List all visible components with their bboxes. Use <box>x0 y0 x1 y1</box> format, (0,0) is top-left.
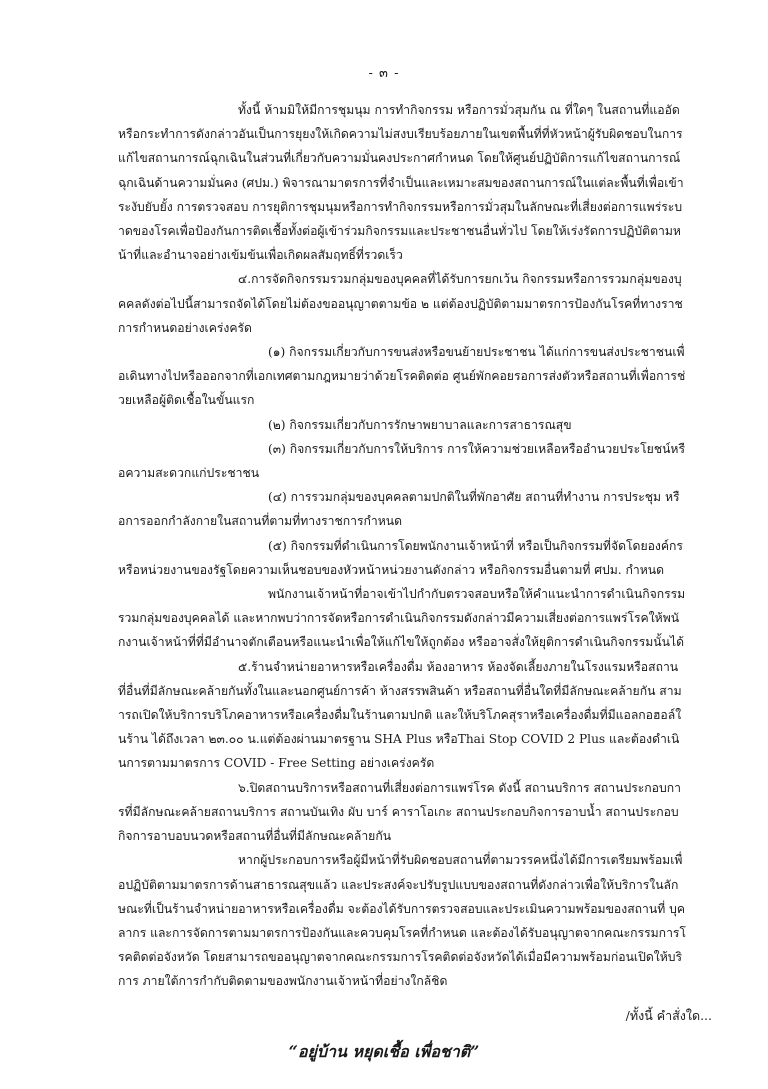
paragraph: ๕.ร้านจำหน่ายอาหารหรือเครื่องดื่ม ห้องอาหาร ห้องจัดเลี้ยงภายในโรงแรมหรือสถานที่อื่นที่มีลักษณะคล้ายกันทั้งในและนอกศูนย์การค้า ห้างสรรพสินค้า หรือสถานที่อื่นใดที่มีลักษณะคล้ายกัน สามารถเปิดให้บริการบริโภคอาหารหรือเครื่องดื่มในร้านตามปกติ และให้บริโภคสุราหรือเครื่องดื่มที่มีแอลกอฮอล์ในร้าน ได้ถึงเวลา ๒๓.๐๐ น.แต่ต้องผ่านมาตรฐาน SHA Plus หรือThai Stop COVID 2 Plus และต้องดำเนินการตามมาตรการ COVID - Free Setting อย่างเคร่งครัด <box>118 659 682 771</box>
paragraph: ๖.ปิดสถานบริการหรือสถานที่เสี่ยงต่อการแพร่โรค ดังนี้ สถานบริการ สถานประกอบการที่มีลักษณะคล้ายสถานบริการ สถานบันเทิง ผับ บาร์ คาราโอเกะ สถานประกอบกิจการอาบน้ำ สถานประกอบกิจการอาบอบนวดหรือสถานที่อื่นที่มีลักษณะคล้ายกัน <box>118 780 681 844</box>
paragraph: พนักงานเจ้าหน้าที่อาจเข้าไปกำกับตรวจสอบหรือให้คำแนะนำการดำเนินกิจกรรมรวมกลุ่มของบุคคลได้ และหากพบว่าการจัดหรือการดำเนินกิจกรรมดังกล่าวมีความเสี่ยงต่อการแพร่โรคให้พนักงานเจ้าหน้าที่ที่มีอำนาจตักเตือนหรือแนะนำเพื่อให้แก้ไขให้ถูกต้อง หรืออาจสั่งให้ยุติการดำเนินกิจกรรมนั้นได้ <box>118 587 686 650</box>
paragraph: (๓) กิจกรรมเกี่ยวกับการให้บริการ การให้ความช่วยเหลือหรืออำนวยประโยชน์หรือความสะดวกแก่ประชาชน <box>118 441 686 481</box>
continuation-note: /ทั้งนี้ คำสั่งใด... <box>625 1008 712 1023</box>
paragraph: ๔.การจัดกิจกรรมรวมกลุ่มของบุคคลที่ได้รับการยกเว้น กิจกรรมหรือการรวมกลุ่มของบุคคลดังต่อไปนี้สามารถจัดได้โดยไม่ต้องขออนุญาตตามข้อ ๒ แต่ต้องปฏิบัติตามมาตรการป้องกันโรคที่ทางราชการกำหนดอย่างเคร่งครัด <box>118 272 683 335</box>
paragraph: (๑) กิจกรรมเกี่ยวกับการขนส่งหรือขนย้ายประชาชน ได้แก่การขนส่งประชาชนเพื่อเดินทางไปหรือออกจากที่เอกเทศตามกฎหมายว่าด้วยโรคติดต่อ ศูนย์พักคอยรอการส่งตัวหรือสถานที่เพื่อการช่วยเหลือผู้ติดเชื้อในขั้นแรก <box>118 345 686 408</box>
paragraph: หากผู้ประกอบการหรือผู้มีหน้าที่รับผิดชอบสถานที่ตามวรรคหนึ่งได้มีการเตรียมพร้อมเพื่อปฏิบัติตามมาตรการด้านสาธารณสุขแล้ว และประสงค์จะปรับรูปแบบของสถานที่ดังกล่าวเพื่อให้บริการในลักษณะที่เป็นร้านจำหน่ายอาหารหรือเครื่องดื่ม จะต้องได้รับการตรวจสอบและประเมินความพร้อมของสถานที่ บุคลากร และการจัดการตามมาตรการป้องกันและควบคุมโรคที่กำหนด และต้องได้รับอนุญาตจากคณะกรรมการโรคติดต่อจังหวัด โดยสามารถขออนุญาตจากคณะกรรมการโรคติดต่อจังหวัดได้เมื่อมีความพร้อมก่อนเปิดให้บริการ ภายใต้การกำกับติดตามของพนักงานเจ้าหน้าที่อย่างใกล้ชิด <box>118 853 686 989</box>
paragraph: ทั้งนี้ ห้ามมิให้มีการชุมนุม การทำกิจกรรม หรือการมั่วสุมกัน ณ ที่ใดๆ ในสถานที่แออัด หรือกระทำการดังกล่าวอันเป็นการยุยงให้เกิดความไม่สงบเรียบร้อยภายในเขตพื้นที่ที่หัวหน้าผู้รับผิดชอบในการแก้ไขสถานการณ์ฉุกเฉินในส่วนที่เกี่ยวกับความมั่นคงประกาศกำหนด โดยให้ศูนย์ปฏิบัติการแก้ไขสถานการณ์ฉุกเฉินด้านความมั่นคง (ศปม.) พิจารณามาตรการที่จำเป็นและเหมาะสมของสถานการณ์ในแต่ละพื้นที่เพื่อเข้าระงับยับยั้ง การตรวจสอบ การยุติการชุมนุมหรือการทำกิจกรรมหรือการมั่วสุมในลักษณะที่เสี่ยงต่อการแพร่ระบาดของโรคเพื่อป้องกันการติดเชื้อทั้งต่อผู้เข้าร่วมกิจกรรมและประชาชนอื่นทั่วไป โดยให้เร่งรัดการปฏิบัติตามหน้าที่และอำนาจอย่างเข้มข้นเพื่อเกิดผลสัมฤทธิ์ที่รวดเร็ว <box>118 103 684 263</box>
paragraph: (๔) การรวมกลุ่มของบุคคลตามปกติในที่พักอาศัย สถานที่ทำงาน การประชุม หรือการออกกำลังกายในสถานที่ตามที่ทางราชการกำหนด <box>118 490 680 529</box>
paragraph: (๕) กิจกรรมที่ดำเนินการโดยพนักงานเจ้าหน้าที่ หรือเป็นกิจกรรมที่จัดโดยองค์กรหรือหน่วยงานของรัฐโดยความเห็นชอบของหัวหน้าหน่วยงานดังกล่าว หรือกิจกรรมอื่นตามที่ ศปม. กำหนด <box>118 538 683 577</box>
slogan: “อยู่บ้าน หยุดเชื้อ เพื่อชาติ” <box>288 1042 480 1061</box>
document-body <box>118 98 686 994</box>
paragraph: (๒) กิจกรรมเกี่ยวกับการรักษาพยาบาลและการสาธารณสุข <box>268 417 572 432</box>
page-number: - ๓ - <box>368 66 400 81</box>
